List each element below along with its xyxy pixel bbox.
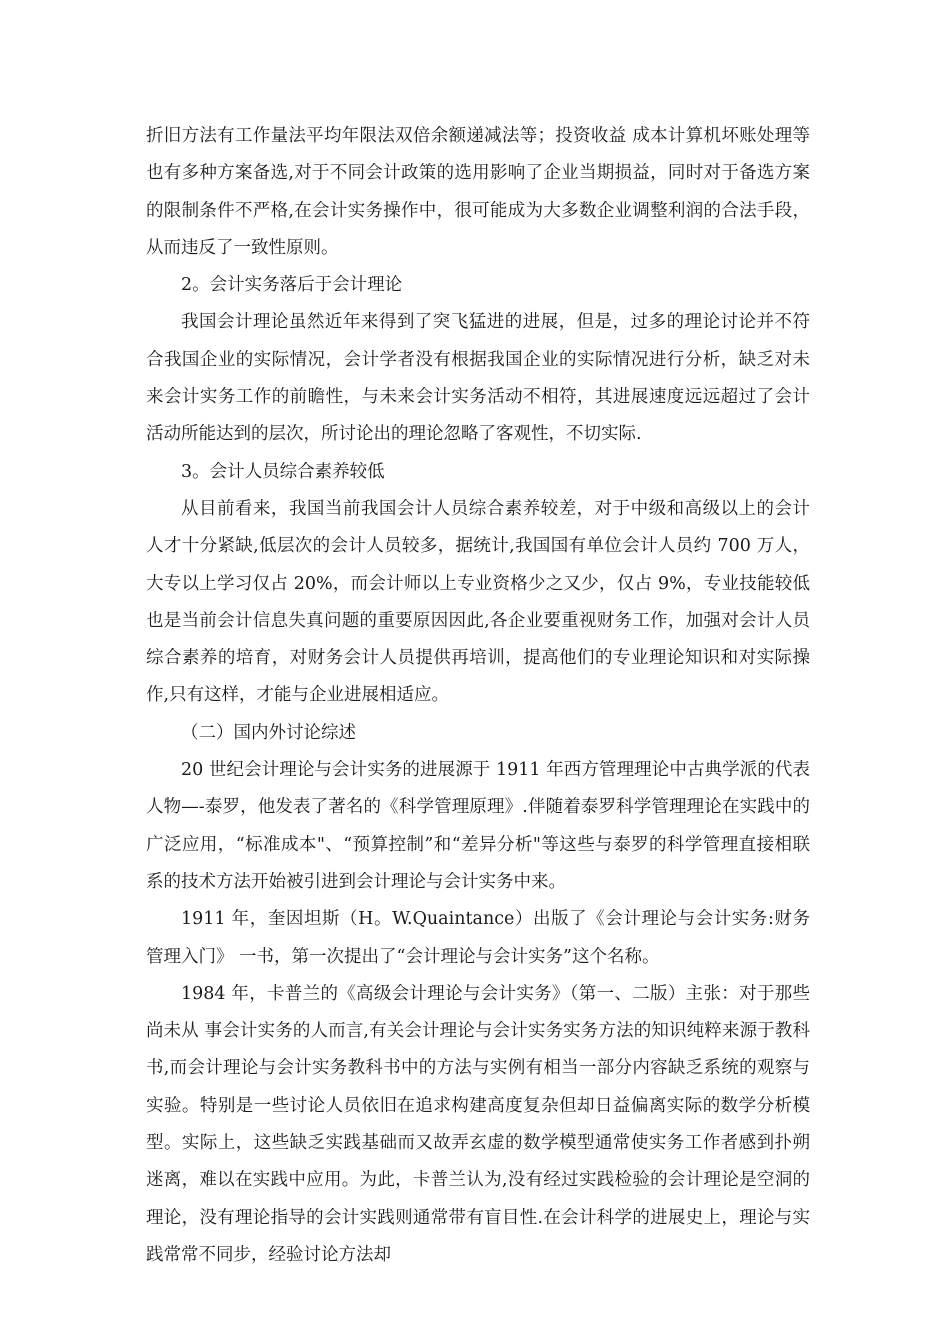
paragraph-staff-quality: 从目前看来，我国当前我国会计人员综合素养较差，对于中级和高级以上的会计人才十分紧缺,低层次的会计人员较多，据统计,我国国有单位会计人员约 700 万人，大专以上学习仅占 20%，而会计师以上专业资格少之又少，仅占 9%，专业技能较低也是当前会计信息失真问题的重要原因因此,各企业要重视财务工作，加强对会计人员综合素养的培育，对财务会计人员提供再培训，提高他们的专业理论知识和对实际操作,只有这样，才能与企业进展相适应。	[146, 498, 810, 706]
paragraph-taylor: 20 世纪会计理论与会计实务的进展源于 1911 年西方管理理论中古典学派的代表人物—-泰罗，他发表了著名的《科学管理原理》.伴随着泰罗科学管理理论在实践中的广泛应用，“标准成本"、“预算控制”和“差异分析"等这些与泰罗的科学管理直接相联系的技术方法开始被引进到会计理论与会计实务中来。	[146, 760, 810, 892]
heading-staff-quality: 3。会计人员综合素养较低	[181, 461, 385, 482]
heading-practice-lags-theory: 2。会计实务落后于会计理论	[181, 275, 403, 296]
paragraph-quaintance: 1911 年，奎因坦斯（H。W.Quaintance）出版了《会计理论与会计实务:财务管理入门》 一书，第一次提出了“会计理论与会计实务”这个名称。	[146, 909, 810, 967]
document-body	[146, 118, 810, 1274]
paragraph-theory-progress: 我国会计理论虽然近年来得到了突飞猛进的进展，但是，过多的理论讨论并不符合我国企业的实际情况，会计学者没有根据我国企业的实际情况进行分析，缺乏对未来会计实务工作的前瞻性，与未来会计实务活动不相符，其进展速度远远超过了会计活动所能达到的层次，所讨论出的理论忽略了客观性，不切实际.	[146, 312, 810, 445]
heading-research-review: （二）国内外讨论综述	[181, 722, 356, 743]
paragraph-kaplan: 1984 年，卡普兰的《高级会计理论与会计实务》（第一、二版）主张：对于那些尚未从 事会计实务的人而言,有关会计理论与会计实务实务方法的知识纯粹来源于教科书,而会计理论与会计实务教科书中的方法与实例有相当一部分内容缺乏系统的观察与实验。特别是一些讨论人员依旧在追求构建高度复杂但却日益偏离实际的数学分析模型。实际上，这些缺乏实践基础而又故弄玄虚的数学模型通常使实务工作者感到扑朔迷离，难以在实践中应用。为此，卡普兰认为,没有经过实践检验的会计理论是空洞的理论，没有理论指导的会计实践则通常带有盲目性.在会计科学的进展史上，理论与实践常常不同步，经验讨论方法却	[146, 983, 810, 1265]
paragraph-depreciation-methods: 折旧方法有工作量法平均年限法双倍余额递减法等；投资收益 成本计算机坏账处理等也有多种方案备选,对于不同会计政策的选用影响了企业当期损益，同时对于备选方案的限制条件不严格,在会计实务操作中，很可能成为大多数企业调整利润的合法手段，从而违反了一致性原则。	[146, 126, 810, 258]
